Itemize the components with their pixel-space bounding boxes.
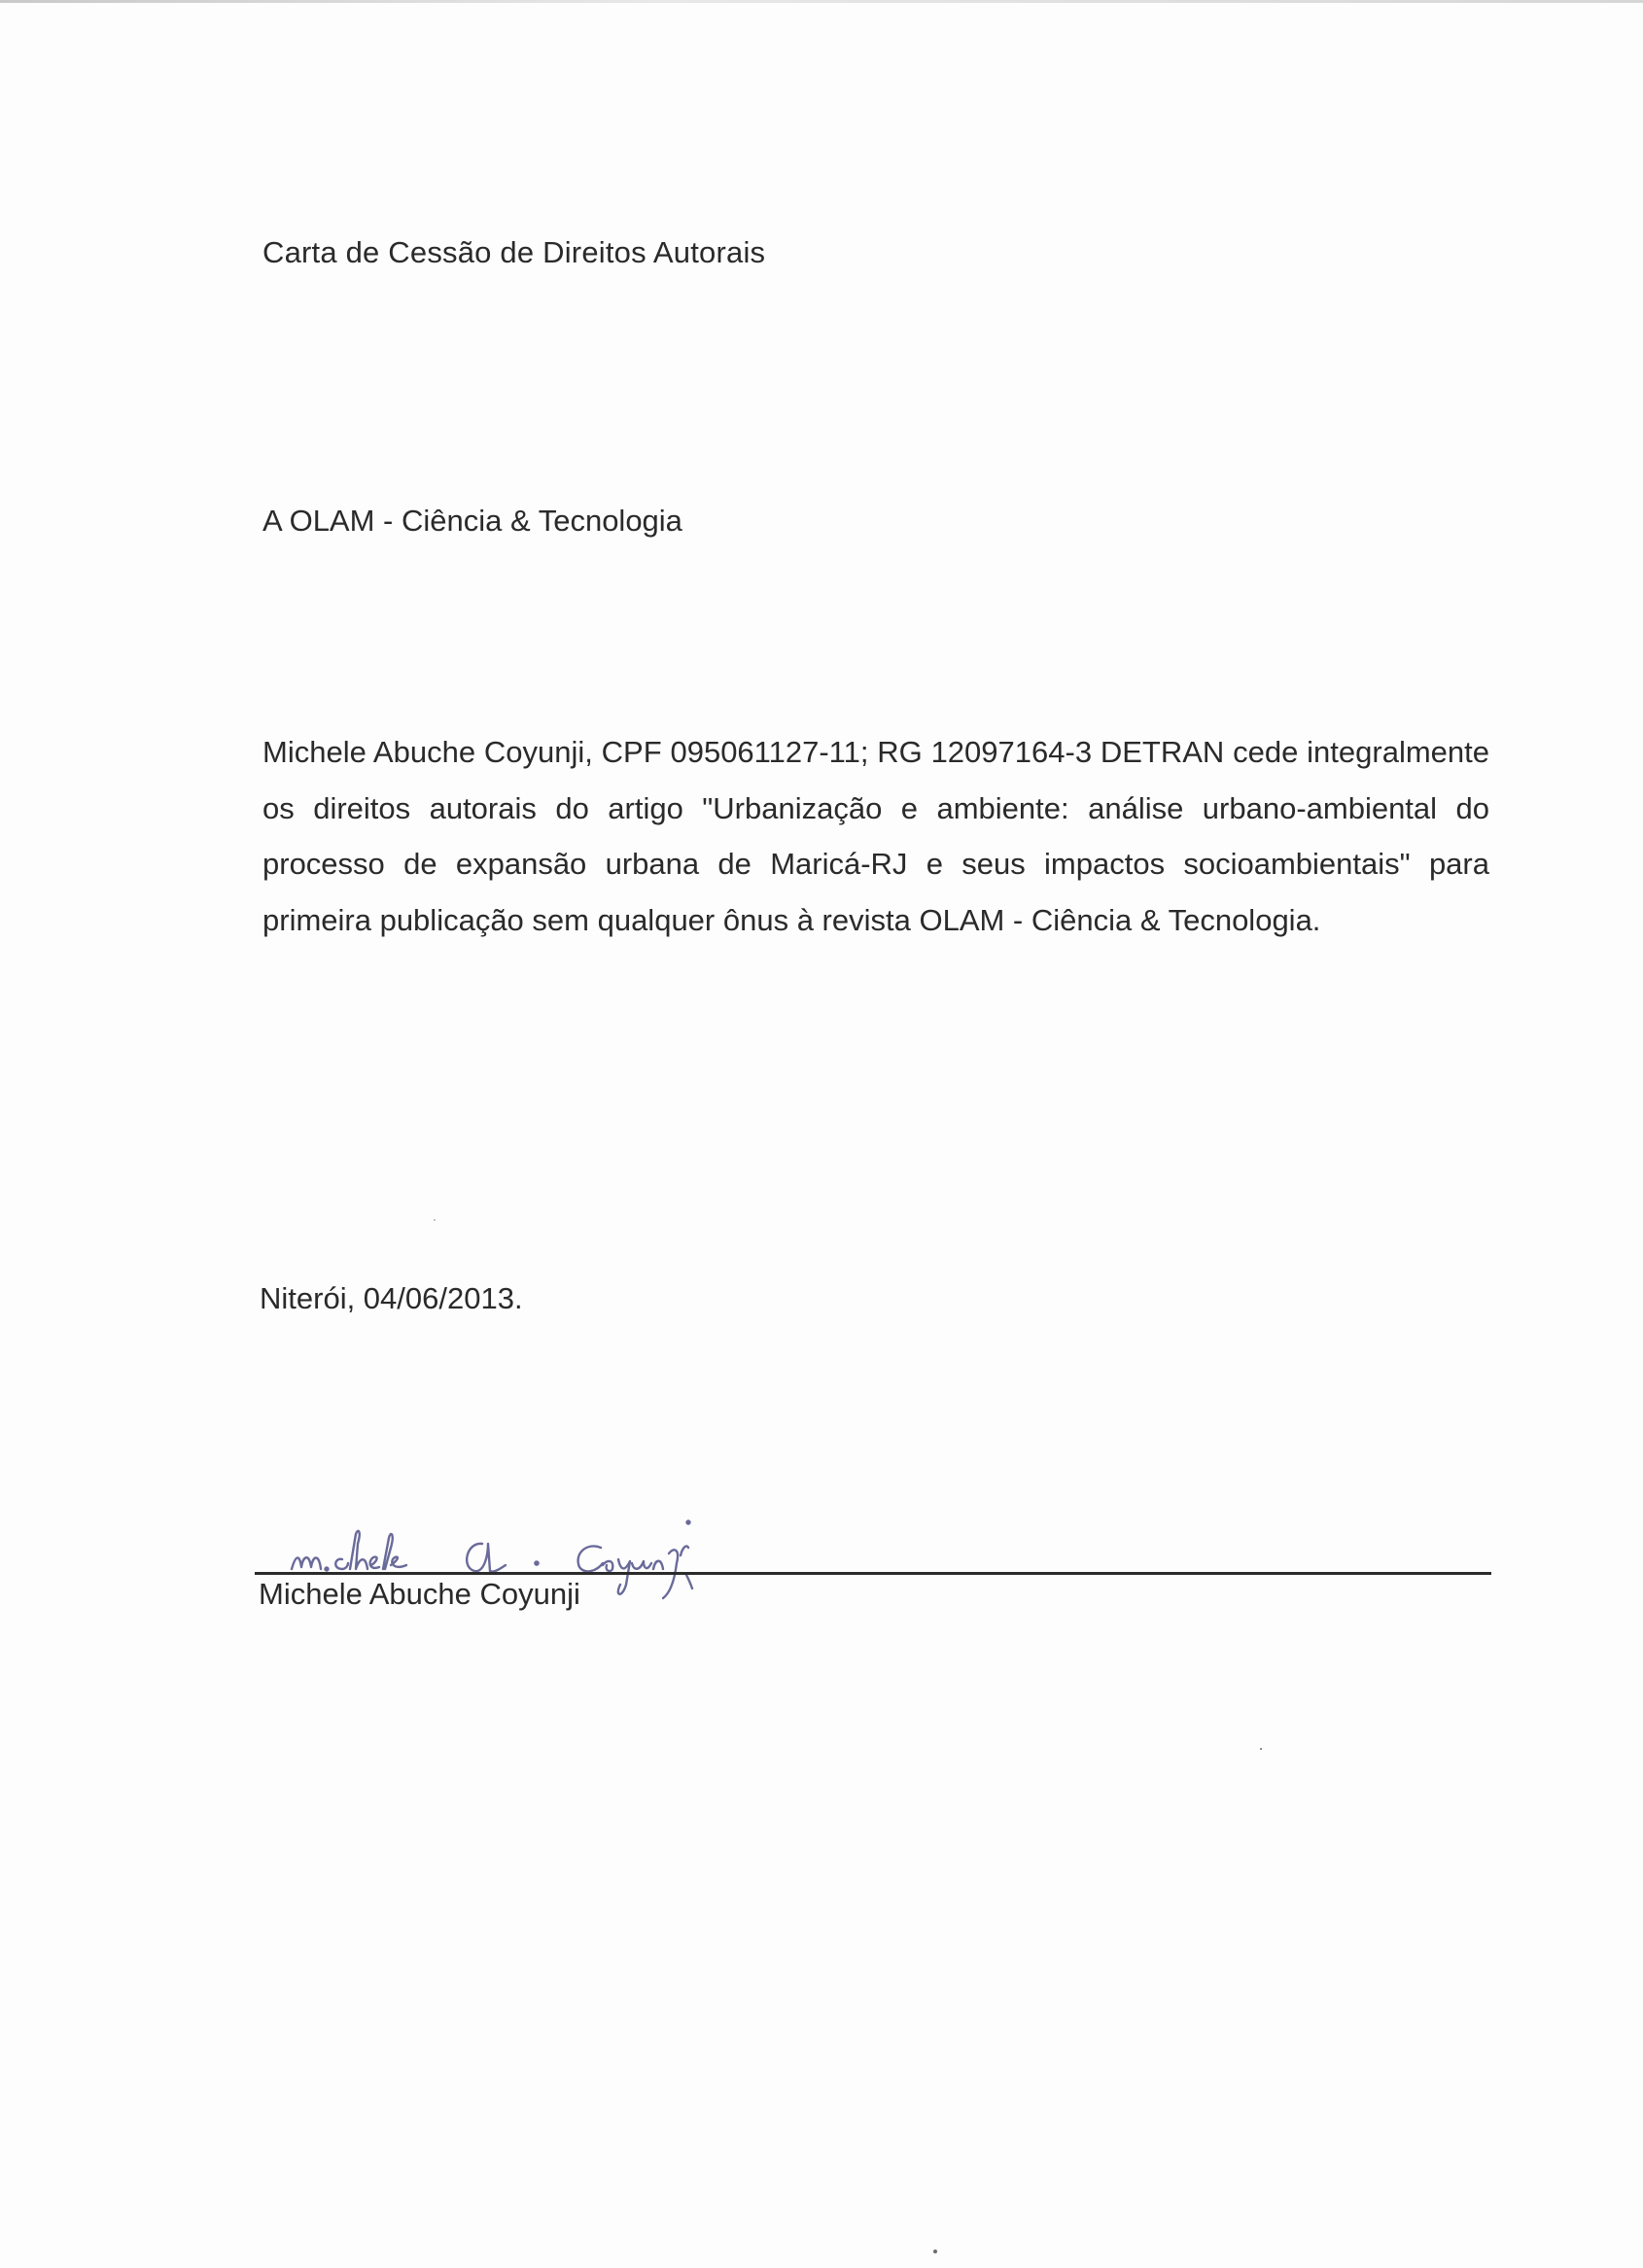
scan-speck xyxy=(1260,1748,1262,1750)
signer-name: Michele Abuche Coyunji xyxy=(259,1577,580,1611)
scan-speck xyxy=(933,2250,937,2253)
scan-edge xyxy=(0,0,1643,3)
signature-line xyxy=(255,1572,1491,1575)
letter-addressee: A OLAM - Ciência & Tecnologia xyxy=(262,504,682,538)
scan-speck xyxy=(434,1219,436,1221)
place-and-date: Niterói, 04/06/2013. xyxy=(260,1281,523,1315)
letter-title: Carta de Cessão de Direitos Autorais xyxy=(262,235,766,269)
letter-body: Michele Abuche Coyunji, CPF 095061127-11; RG 12097164-3 DETRAN cede integralmente os direitos autorais do artigo "Urbanização e ambiente: análise urbano-ambiental do processo de expansão urbana de Maricá-RJ e seus impactos socioambientais" para primeira publicação sem qualquer ônus à revista OLAM - Ciência & Tecnologia. xyxy=(262,735,1489,937)
